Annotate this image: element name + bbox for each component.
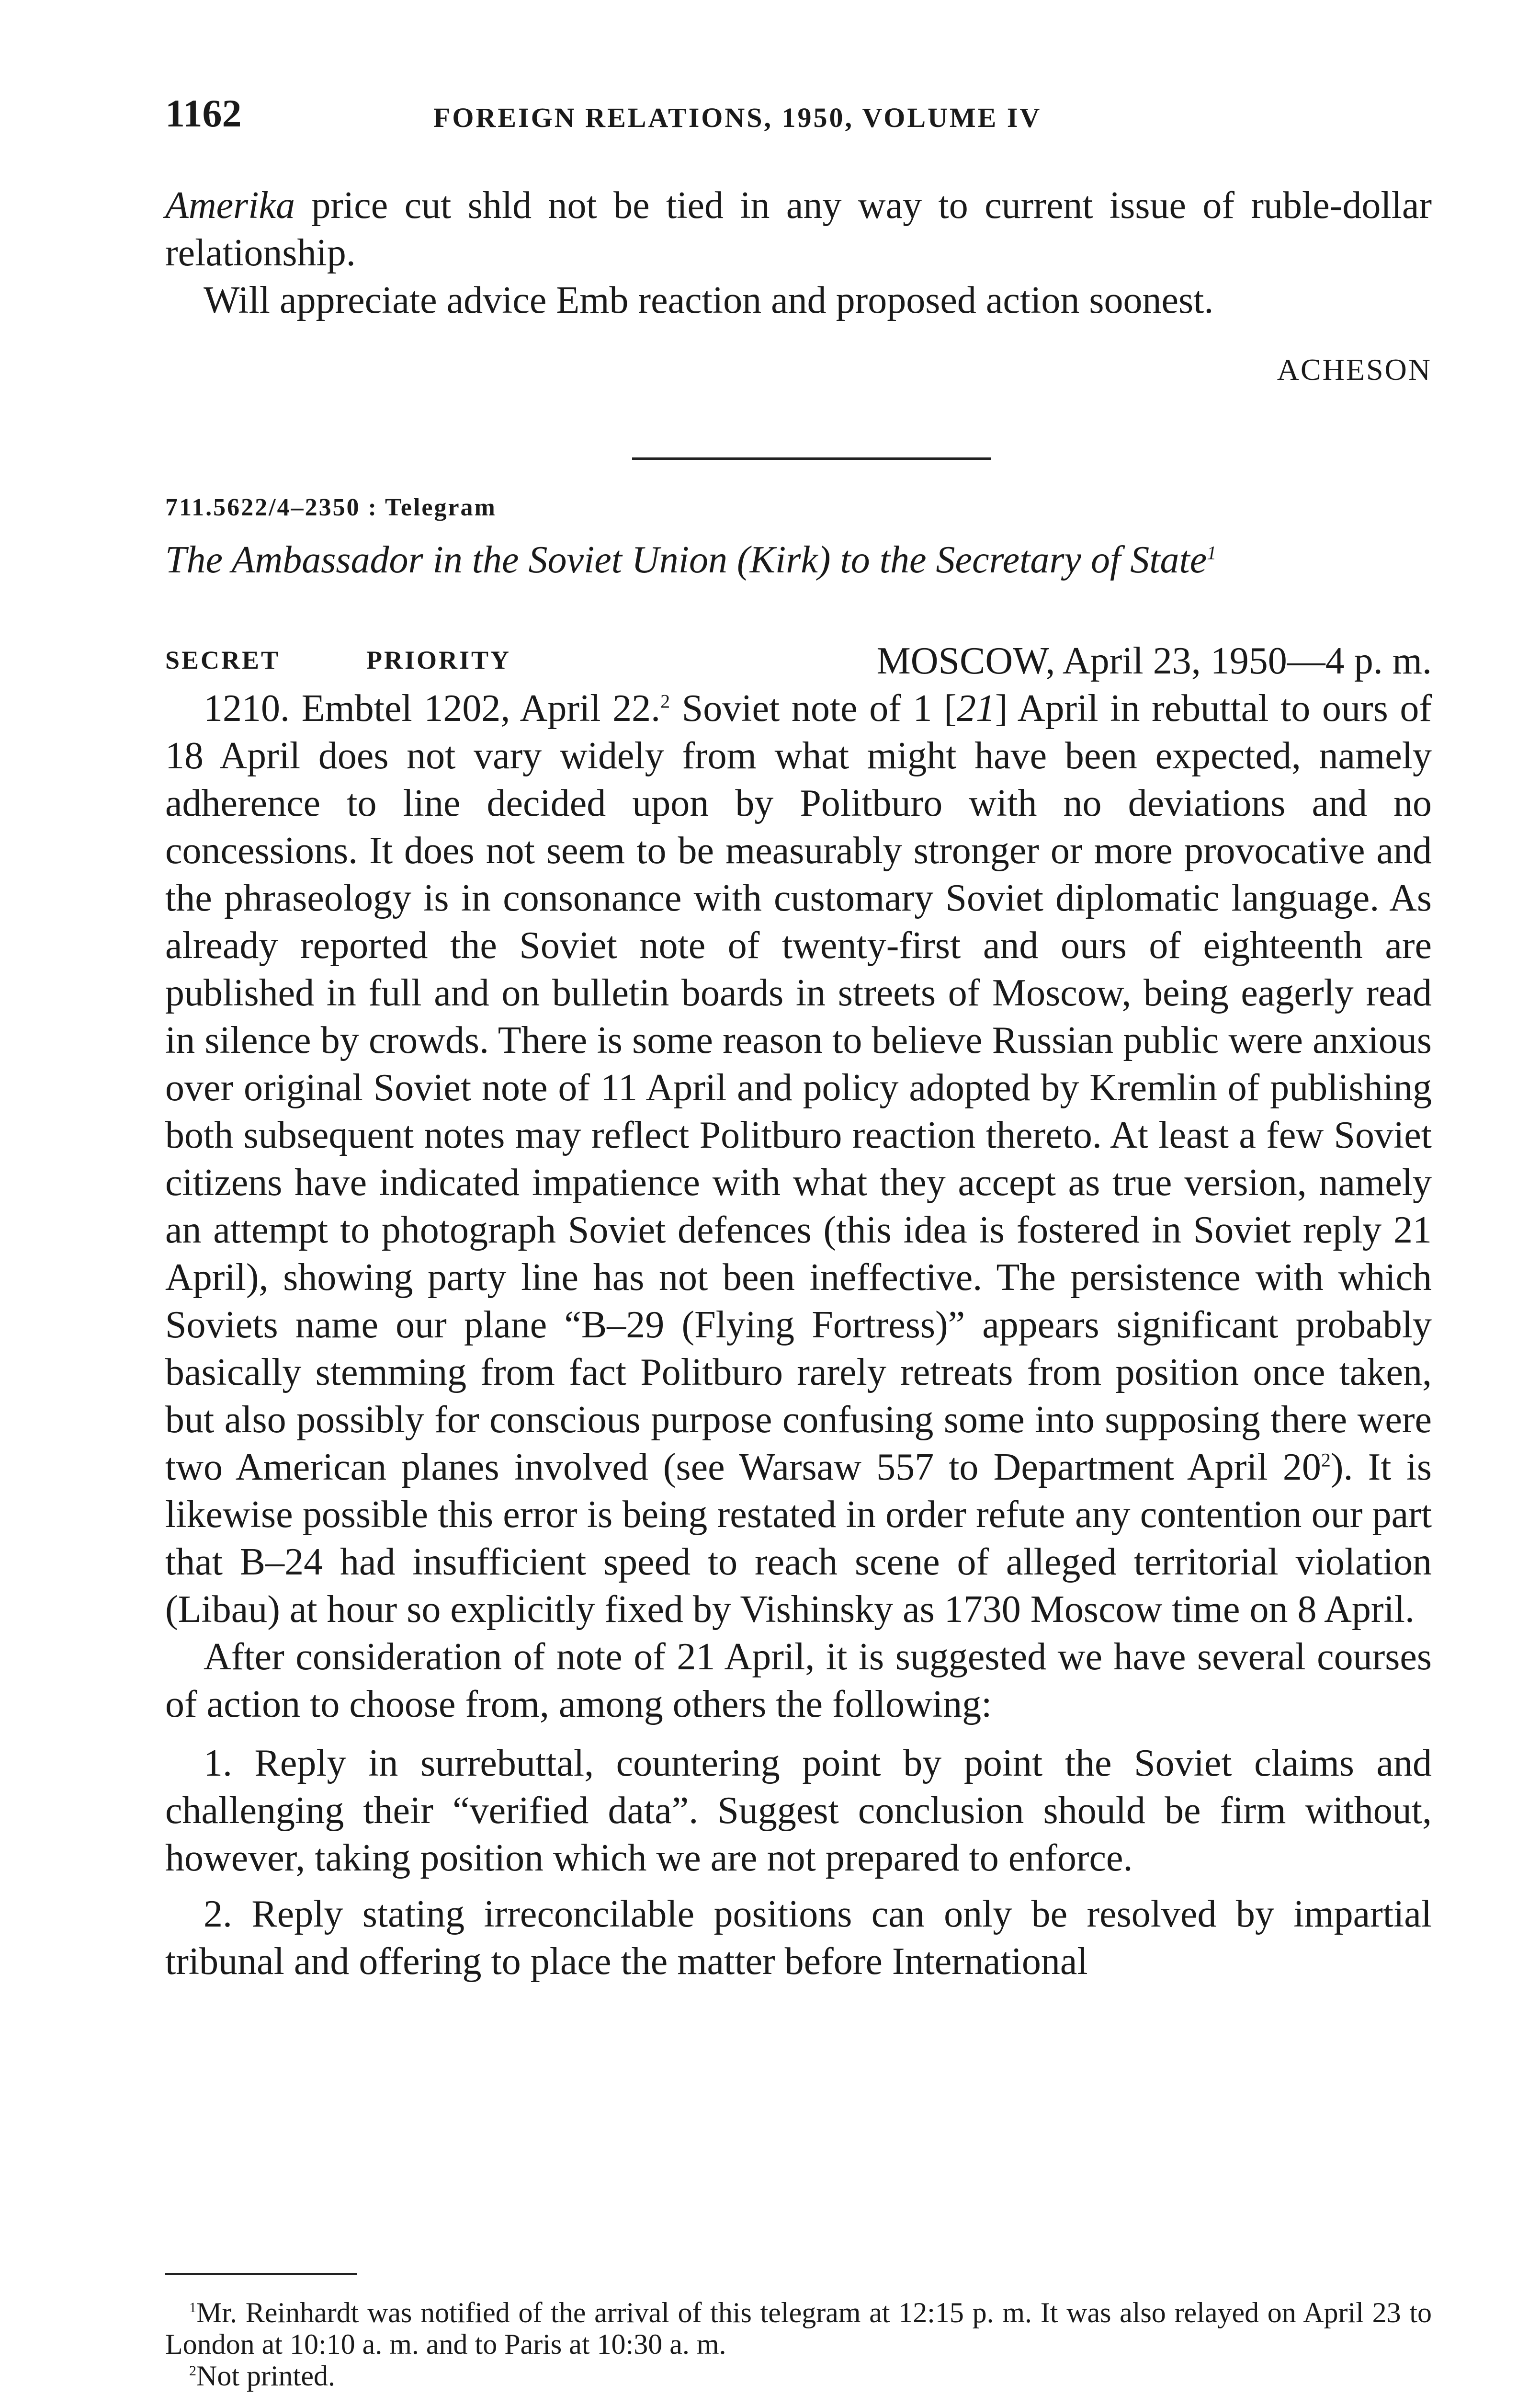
page-header (165, 91, 1432, 158)
telegram-paragraph-1 (165, 685, 1432, 1633)
classification: SECRET (165, 646, 281, 674)
footnote-ref-2: 2 (660, 690, 670, 712)
option-2: 2. Reply stating irreconcilable positions can only be resolved by impartial tribunal and offering to place the matter before International (165, 1893, 1432, 1983)
opening-text-c: ] April in rebuttal to ours of 18 April does not vary widely from what might have been expected, namely adherence to line decided upon by Politburo with no deviations and no concessions. It does not seem to be measurably stronger or more provocative and the phraseology is in consonance with customary Soviet diplomatic language. As already reported the Soviet note of twenty-first and ours of eighteenth are published in full and on bulletin boards in streets of Moscow, being eagerly read in silence by crowds. There is some reason to believe Russian public were anxious over original Soviet note of 11 April and policy adopted by Kremlin of publishing both subsequent notes may reflect Politburo reaction thereto. At least a few Soviet citizens have indicated impatience with what they accept as true version, namely an attempt to photograph Soviet defences (this idea is fostered in Soviet reply 21 April), showing party line has not been ineffective. The persistence with which Soviets name our plane “B–29 (Flying Fortress)” appears significant probably basically stemming from fact Politburo rarely retreats from position once taken, but also possibly for conscious purpose confusing some into supposing there were two American planes involved (see Warsaw 557 to Department April 20 (165, 687, 1432, 1488)
previous-paragraph-1-rest: price cut shld not be tied in any way to current issue of ruble-dollar relationship. (165, 184, 1432, 274)
footnote-1-text: Mr. Reinhardt was notified of the arrival of this telegram at 12:15 p. m. It was also relayed on April 23 to London at 10:10 a. m. and to Paris at 10:30 a. m. (165, 2297, 1432, 2360)
file-number: 711.5622/4–2350 : Telegram (165, 494, 497, 521)
footnote-ref-2b: 2 (1321, 1449, 1331, 1471)
previous-document-text (165, 182, 1432, 324)
option-1: 1. Reply in surrebuttal, countering point by point the Soviet claims and challenging their “verified data”. Suggest conclusion should be firm without, however, taking position which we are not prepared to enforce. (165, 1742, 1432, 1879)
footnote-2-text: Not printed. (196, 2360, 335, 2392)
footnote-2-marker: 2 (189, 2363, 196, 2379)
title-footnote-ref: 1 (1207, 542, 1217, 564)
document-title (165, 536, 1432, 584)
opening-text-b: Soviet note of 1 [ (670, 687, 957, 730)
telegram-body (165, 685, 1432, 1985)
previous-paragraph-1 (165, 182, 1432, 277)
footnote-1 (165, 2297, 1432, 2360)
opening-text-d: ). It is likewise possible this error is being restated in order refute any contention our part that B–24 had insufficient speed to reach scene of alleged territorial violation (Libau) at hour so explicitly fixed by Vishinsky as 1730 Moscow time on 8 April. (165, 1446, 1432, 1631)
page-number: 1162 (165, 91, 242, 135)
dateline: MOSCOW, April 23, 1950—4 p. m. (876, 640, 1432, 682)
bracket-correction: 21 (956, 687, 995, 730)
footnotes (165, 2297, 1432, 2392)
footnote-1-marker: 1 (189, 2300, 196, 2315)
footnote-rule (165, 2273, 357, 2275)
magazine-title: Amerika (165, 184, 295, 227)
priority: PRIORITY (366, 646, 511, 674)
classification-line (165, 639, 1432, 687)
signature: ACHESON (1277, 353, 1432, 387)
previous-paragraph-2: Will appreciate advice Emb reaction and proposed action soonest. (204, 279, 1214, 321)
opening-text-a: 1210. Embtel 1202, April 22. (204, 687, 661, 730)
document-title-text: The Ambassador in the Soviet Union (Kirk) to the Secretary of State (165, 539, 1207, 581)
footnote-2 (165, 2360, 1432, 2392)
telegram-paragraph-2: After consideration of note of 21 April, it is suggested we have several courses of action to choose from, among others the following: (165, 1636, 1432, 1725)
document-separator-rule (632, 457, 991, 460)
running-title: FOREIGN RELATIONS, 1950, VOLUME IV (433, 102, 1042, 133)
